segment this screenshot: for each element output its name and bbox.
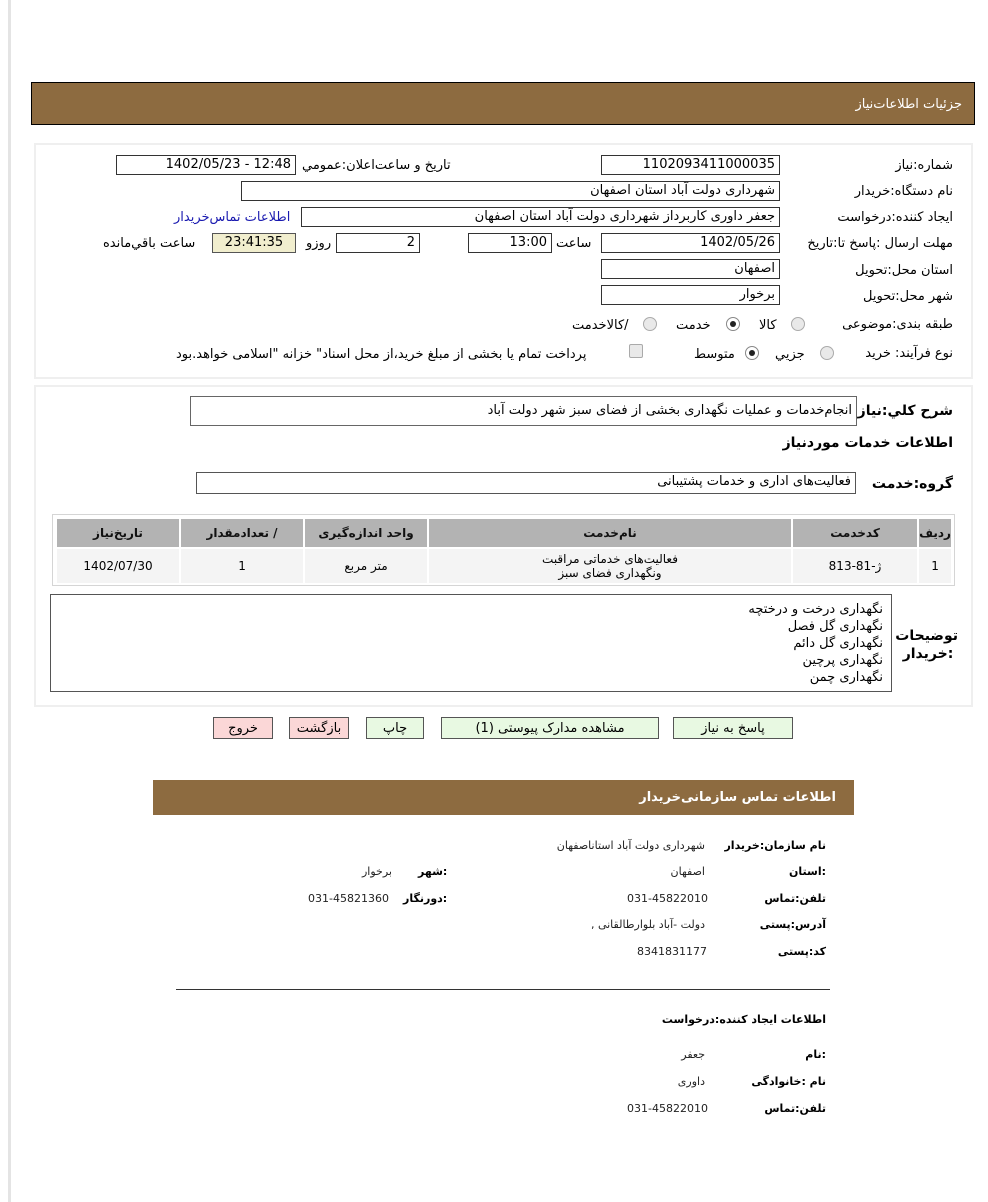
general-desc-field[interactable]: انجام‌خدمات و عملیات نگهداری بخشی از فضای سبز شهر دولت آباد [190,396,857,426]
contact-fax-label: :دورنگار [403,892,448,905]
col-header-quantity: / تعدادمقدار [181,519,303,547]
cell-row: 1 [919,549,951,583]
buyer-notes-box [50,594,892,692]
creator-phone-label: تلفن:تماس [764,1102,826,1115]
contact-title: اطلاعات تماس سازمانی‌خریدار [639,790,836,805]
contact-province-label: :استان [789,865,826,878]
contact-fax-value: 031-45821360 [308,892,389,905]
buyer-notes-label: توضیحات :خریدار [895,628,958,662]
note-line: نگهداری درخت و درختچه [748,602,883,617]
contact-postal-value: 8341831177 [637,945,707,958]
creator-phone-value: 031-45822010 [627,1102,708,1115]
general-desc-label: شرح کلي:نیاز [857,403,953,419]
remaining-time-field: 23:41:35 [212,233,296,253]
note-line: نگهداری چمن [809,670,883,685]
note-line: نگهداری گل فصل [787,619,883,634]
col-header-name: نام‌خدمت [429,519,791,547]
details-panel [34,143,973,379]
category-label: طبقه بندی:موضوعی [842,317,953,332]
back-button[interactable]: بازگشت [289,717,349,739]
radio-goods-service[interactable] [643,317,657,331]
radio-medium[interactable] [745,346,759,360]
city-field[interactable]: برخوار [601,285,780,305]
cell-code: ژ-81-813 [793,549,917,583]
announce-datetime-field[interactable]: 1402/05/23 - 12:48 [116,155,296,175]
need-number-field[interactable]: 1102093411000035 [601,155,780,175]
contact-address-label: آدرس:پستی [759,918,826,931]
creator-field[interactable]: جعفر داوری کاربرداز شهرداری دولت آباد استان اصفهان [301,207,780,227]
deadline-label: مهلت ارسال :پاسخ تا:تاریخ [807,236,953,251]
contact-header-bar [153,780,854,815]
radio-goods-service-label: /کالاخدمت [572,318,629,333]
contact-phone-label: تلفن:تماس [764,892,826,905]
radio-goods-label: کالا [759,318,777,333]
radio-medium-label: متوسط [694,347,735,362]
creator-last-name-label: نام :خانوادگی [751,1075,826,1088]
radio-goods[interactable] [791,317,805,331]
contact-org-value: شهرداری دولت آباد استاناصفهان [556,839,705,852]
deadline-time-label: ساعت [556,236,592,251]
services-table [52,514,955,586]
treasury-payment-checkbox[interactable] [629,344,643,358]
contact-address-value: دولت -آباد بلوارطالقانی , [590,918,705,931]
need-number-label: شماره:نیاز [895,158,953,173]
cell-quantity: 1 [181,549,303,583]
contact-phone-value: 031-45822010 [627,892,708,905]
col-header-unit: واحد اندازه‌گیری [305,519,427,547]
days-field[interactable]: 2 [336,233,420,253]
buyer-org-field[interactable]: شهرداری دولت آباد استان اصفهان [241,181,780,201]
page-title: جزئیات اطلاعات‌نیاز [855,97,962,112]
radio-minor[interactable] [820,346,834,360]
cell-date: 1402/07/30 [57,549,179,583]
col-header-date: تاریخ‌نیاز [57,519,179,547]
announce-label: تاریخ و ساعت‌اعلان:عمومي [302,158,451,173]
province-field[interactable]: اصفهان [601,259,780,279]
process-label: نوع فرآیند: خرید [865,346,953,361]
services-heading: اطلاعات خدمات موردنیاز [782,435,953,451]
print-button[interactable]: چاپ [366,717,424,739]
left-border [8,0,11,1202]
cell-unit: متر مربع [305,549,427,583]
days-label: روزو [306,236,332,251]
treasury-payment-label: پرداخت تمام یا بخشی از مبلغ خرید،از محل اسناد" خزانه "اسلامی خواهد.بود [176,347,587,362]
col-header-code: کدخدمت [793,519,917,547]
contact-postal-label: کد:پستی [777,945,826,958]
exit-button[interactable]: خروج [213,717,273,739]
note-line: نگهداری گل دائم [793,636,883,651]
radio-service-label: خدمت [676,318,711,333]
contact-city-label: :شهر [418,865,448,878]
service-group-field[interactable]: فعالیت‌های اداری و خدمات پشتیبانی [196,472,856,494]
col-header-row: ردیف [919,519,951,547]
reply-button[interactable]: پاسخ به نیاز [673,717,793,739]
creator-first-name-label: :نام [805,1048,826,1061]
service-group-label: گروه:خدمت [871,476,953,492]
creator-last-name-value: داوری [677,1075,705,1088]
view-attachments-button[interactable]: مشاهده مدارک پیوستی (1) [441,717,659,739]
city-label: شهر محل:تحویل [863,289,953,304]
creator-info-title: اطلاعات ایجاد کننده:درخواست [661,1013,826,1026]
deadline-time-field[interactable]: 13:00 [468,233,552,253]
cell-name: فعالیت‌های خدماتی مراقبت ونگهداری فضای سبز [429,549,791,583]
radio-minor-label: جزیي [775,347,805,362]
province-label: استان محل:تحویل [855,263,953,278]
buyer-org-label: نام دستگاه:خریدار [854,184,953,199]
creator-first-name-value: جعفر [681,1048,705,1061]
radio-service[interactable] [726,317,740,331]
remaining-label: ساعت باقي‌مانده [103,236,196,251]
contact-org-label: نام سازمان:خریدار [724,839,826,852]
deadline-date-field[interactable]: 1402/05/26 [601,233,780,253]
buyer-contact-link[interactable]: اطلاعات تماس‌خریدار [174,210,291,225]
creator-label: ایجاد کننده:درخواست [837,210,953,225]
section-divider [176,989,830,990]
contact-city-value: برخوار [362,865,392,878]
contact-province-value: اصفهان [670,865,705,878]
note-line: نگهداری پرچین [802,653,883,668]
page-header-bar [31,82,975,125]
